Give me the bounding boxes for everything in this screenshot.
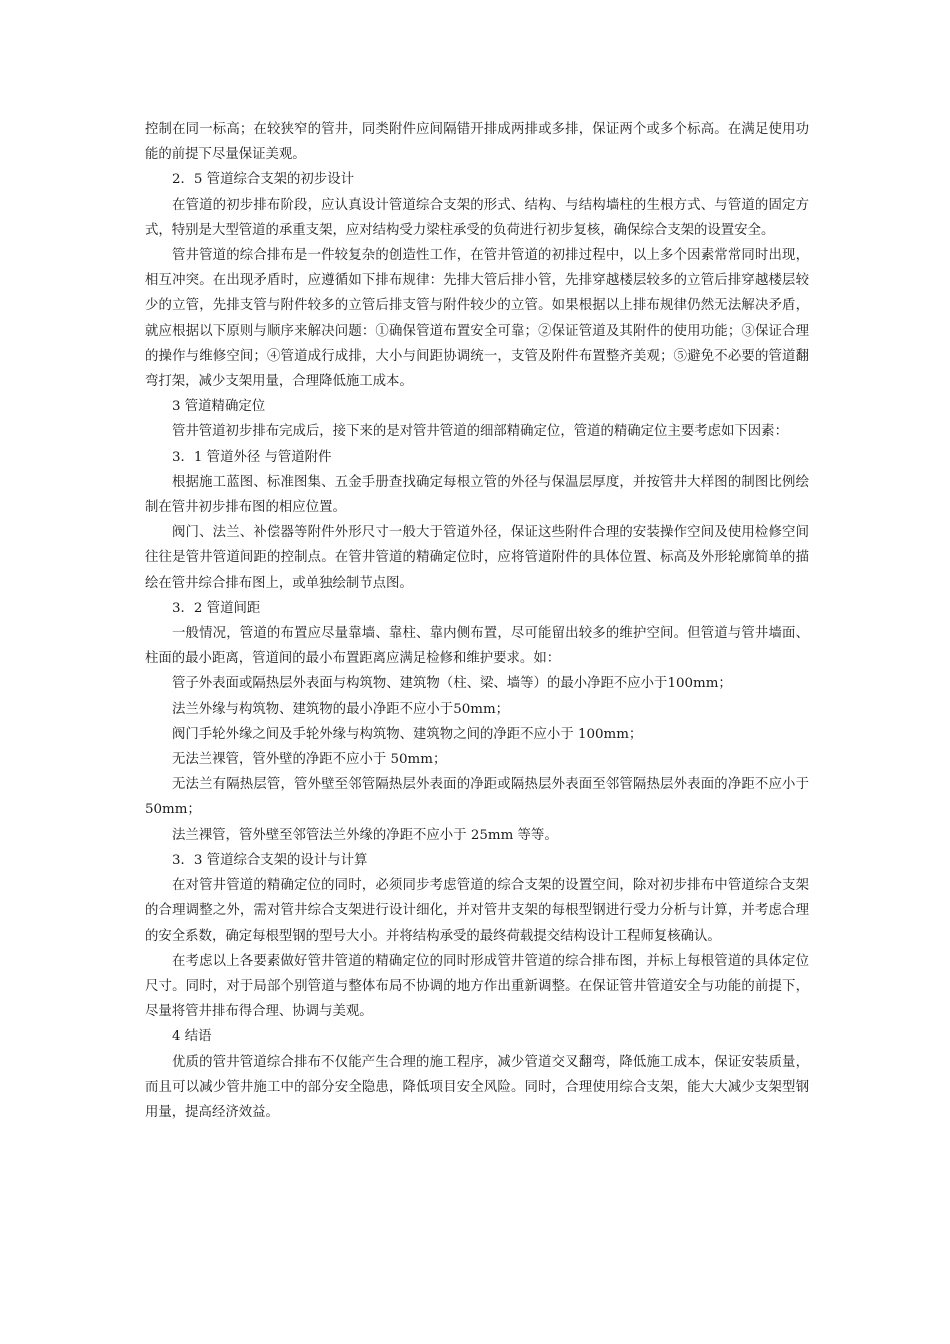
paragraph: 管井管道初步排布完成后，接下来的是对管井管道的细部精确定位，管道的精确定位主要考虑如下因素： [172, 424, 788, 440]
section-heading-3-1: 3．1 管道外径 与管道附件 [172, 449, 332, 465]
section-heading-3: 3 管道精确定位 [172, 399, 266, 415]
paragraph: 优质的管井管道综合排布不仅能产生合理的施工程序，减少管道交叉翻弯，降低施工成本，保证安装质量，而且可以减少管井施工中的部分安全隐患，降低项目安全风险。同时，合理使用综合支架，能大大减少支架型钢用量，提高经济效益。 [145, 1054, 809, 1120]
paragraph: 管井管道的综合排布是一件较复杂的创造性工作，在管井管道的初排过程中，以上多个因素常常同时出现，相互冲突。在出现矛盾时，应遵循如下排布规律：先排大管后排小管，先排穿越楼层较多的立管后排穿越楼层较少的立管，先排支管与附件较多的立管后排支管与附件较少的立管。如果根据以上排布规律仍然无法解决矛盾，就应根据以下原则与顺序来解决问题：①确保管道布置安全可靠；②保证管道及其附件的使用功能；③保证合理的操作与维修空间；④管道成行成排，大小与间距协调统一，支管及附件布置整齐美观；⑤避免不必要的管道翻弯打架，减少支架用量，合理降低施工成本。 [145, 248, 809, 390]
list-item: 阀门手轮外缘之间及手轮外缘与构筑物、建筑物之间的净距不应小于 100mm； [172, 726, 643, 742]
list-item: 管子外表面或隔热层外表面与构筑物、建筑物（柱、梁、墙等）的最小净距不应小于100mm； [172, 676, 732, 692]
list-item: 法兰外缘与构筑物、建筑物的最小净距不应小于50mm； [172, 701, 510, 717]
list-item: 法兰裸管，管外壁至邻管法兰外缘的净距不应小于 25mm 等等。 [172, 827, 558, 843]
paragraph: 在对管井管道的精确定位的同时，必须同步考虑管道的综合支架的设置空间，除对初步排布中管道综合支架的合理调整之外，需对管井综合支架进行设计细化，并对管井支架的每根型钢进行受力分析与计算，并考虑合理的安全系数，确定每根型钢的型号大小。并将结构承受的最终荷载提交结构设计工程师复核确认。 [145, 878, 809, 944]
section-heading-2-5: 2．5 管道综合支架的初步设计 [172, 172, 354, 188]
section-heading-3-3: 3．3 管道综合支架的设计与计算 [172, 852, 368, 868]
section-heading-3-2: 3．2 管道间距 [172, 600, 261, 616]
paragraph: 一般情况，管道的布置应尽量靠墙、靠柱、靠内侧布置，尽可能留出较多的维护空间。但管道与管井墙面、柱面的最小距离，管道间的最小布置距离应满足检修和维护要求。如： [145, 626, 809, 667]
paragraph-continuation: 控制在同一标高；在较狭窄的管井，同类附件应间隔错开排成两排或多排，保证两个或多个标高。在满足使用功能的前提下尽量保证美观。 [145, 122, 809, 163]
paragraph: 在管道的初步排布阶段，应认真设计管道综合支架的形式、结构、与结构墙柱的生根方式、与管道的固定方式，特别是大型管道的承重支架，应对结构受力梁柱承受的负荷进行初步复核，确保综合支架的设置安全。 [145, 197, 809, 238]
document-body [145, 117, 809, 1125]
section-heading-4: 4 结语 [172, 1029, 212, 1045]
paragraph: 阀门、法兰、补偿器等附件外形尺寸一般大于管道外径，保证这些附件合理的安装操作空间及使用检修空间往往是管井管道间距的控制点。在管井管道的精确定位时，应将管道附件的具体位置、标高及外形轮廓简单的描绘在管井综合排布图上，或单独绘制节点图。 [145, 525, 809, 591]
list-item: 无法兰裸管，管外壁的净距不应小于 50mm； [172, 752, 447, 768]
paragraph: 根据施工蓝图、标准图集、五金手册查找确定每根立管的外径与保温层厚度，并按管井大样图的制图比例绘制在管井初步排布图的相应位置。 [145, 474, 809, 516]
list-item: 无法兰有隔热层管，管外壁至邻管隔热层外表面的净距或隔热层外表面至邻管隔热层外表面的净距不应小于 50mm； [145, 777, 809, 818]
paragraph: 在考虑以上各要素做好管井管道的精确定位的同时形成管井管道的综合排布图，并标上每根管道的具体定位尺寸。同时，对于局部个别管道与整体布局不协调的地方作出重新调整。在保证管井管道安全与功能的前提下，尽量将管井排布得合理、协调与美观。 [145, 953, 809, 1020]
